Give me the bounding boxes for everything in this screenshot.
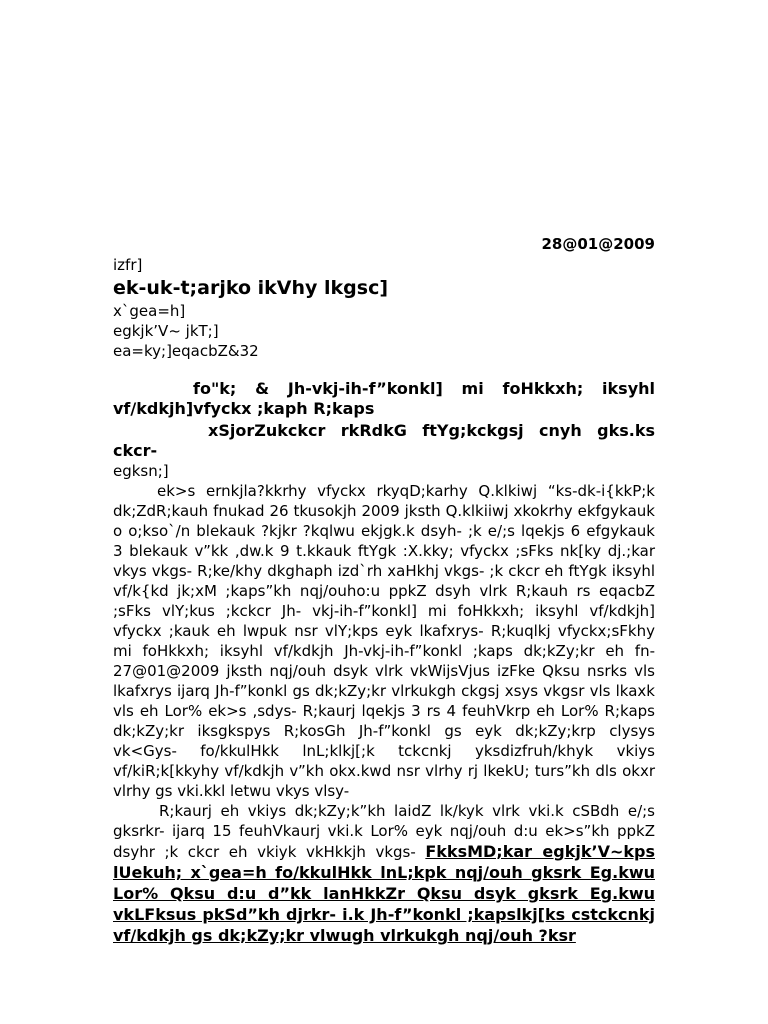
recipient-title: ek-uk-t;arjko ikVhy lkgsc] bbox=[113, 277, 389, 299]
body-paragraph-2-text: R;kaurj eh vkiys dk;kZy;k”kh laidZ lk/kyk vlrk vki.k cSBdh e/;s gksrkr- ijarq 15 feuhVkaurj vki.k Lor% eyk nqj/ouh d:u ek>s”kh ppkZ dsyhr ;k ckcr eh vkiyk vkHkkjh vkgs- bbox=[113, 802, 655, 861]
salutation: egksn;] bbox=[113, 462, 169, 480]
recipient-label: izfr] bbox=[113, 256, 143, 274]
address-line: ea=ky;]eqacbZ&32 bbox=[113, 342, 259, 360]
body-paragraph-2-emphasis: FkksMD;kar egkjk’V~kps lUekuh; x`gea=h fo/kkulHkk lnL;kpk nqj/ouh gksrk Eg.kwu Lor% Qksu d:u d”kk lanHkkZr Qksu dsyk gksrk Eg.kwu vkLFksus pkSd”kh djrkr- i.k Jh-f”konkl ;kapslkj[ks cstckcnkj vf/kdkjh gs dk;kZy;kr vlwugh vlrkukgh nqj/ouh ?ksr bbox=[113, 842, 655, 945]
address-line: egkjk’V~ jkT;] bbox=[113, 322, 219, 340]
address-line: x`gea=h] bbox=[113, 302, 186, 320]
blank-line bbox=[113, 361, 655, 379]
body-paragraph-1: ek>s ernkjla?kkrhy vfyckx rkyqD;karhy Q.klkiwj “ks-dk-i{kkP;k dk;ZdR;kauh fnukad 26 tkusokjh 2009 jksth Q.klkiiwj xkokrhy ekfgykauk o o;kso`/n blekauk ?kjkr ?kqlwu ekjgk.k dsyh- ;k e/;s lqekjs 6 efgykauk 3 blekauk v”kk ,dw.k 9 t.kkauk ftYgk :X.kky; vfyckx ;sFks nk[ky dj.;kar vkys vkgs- R;ke/khy dkghaph izd`rh xaHkhj vkgs- ;k ckcr eh ftYgk iksyhl vf/k{kd jk;xM ;kaps”kh nqj/ouho:u ppkZ dsyh vlrk R;kauh rs eqacbZ ;sFks vlY;kus ;kckcr Jh- vkj-ih-f”konkl] mi foHkkxh; iksyhl vf/kdkjh] vfyckx ;kauk eh lwpuk nsr vlY;kps eyk lkafxrys- R;kuqlkj vfyckx;sFkhy mi foHkkxh; iksyhl vf/kdkjh Jh-vkj-ih-f”konkl ;kaps dk;kZy;kr eh fn-27@01@2009 jksth nqj/ouh dsyk vlrk vkWijsVjus izFke Qksu nsrks vls lkafxrys ijarq Jh-f”konkl gs dk;kZy;kr vlrkukgh ckgsj xsys vkgsr vls lkaxk vls eh Lor% ek>s ,sdys- R;kaurj lqekjs 3 rs 4 feuhVkrp eh Lor% R;kaps dk;kZy;kr iksgkspys R;kosGh Jh-f”konkl gs eyk dk;kZy;krp clysys vk<Gys- fo/kkulHkk lnL;klkj[;k tckcnkj yksdizfruh/khyk vkiys vf/kiR;k[kkyhy vf/kdkjh v”kh okx.kwd nsr vlrhy rj lkekU; turs”kh dls okxr vlrhy gs vki.kkl letwu vkys vlsy- bbox=[113, 482, 655, 800]
letter-date: 28@01@2009 bbox=[541, 235, 655, 253]
subject-line: fo"k; & Jh-vkj-ih-f”konkl] mi foHkkxh; iksyhl vf/kdkjh]vfyckx ;kaph R;kaps bbox=[113, 379, 655, 418]
body-paragraph-2 bbox=[113, 801, 655, 946]
letter bbox=[113, 234, 655, 946]
subject-continuation: xSjorZukckcr rkRdkG ftYg;kckgsj cnyh gks.ks ckcr- bbox=[113, 421, 655, 460]
